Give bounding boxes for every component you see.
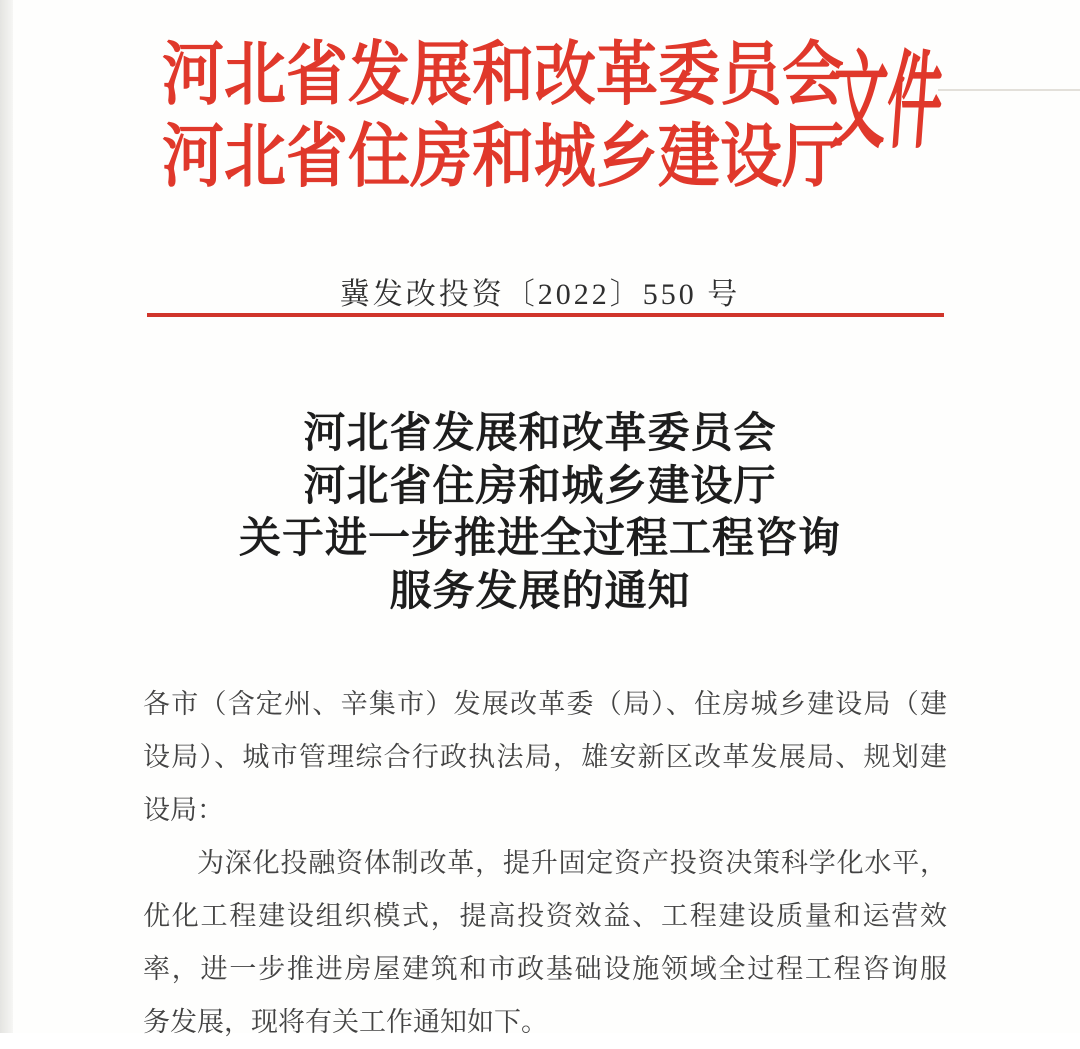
title-line-2: 河北省住房和城乡建设厅 — [303, 463, 777, 510]
title-line-4: 服务发展的通知 — [389, 568, 691, 615]
title-line-3: 关于进一步推进全过程工程咨询 — [238, 516, 841, 562]
document-reference-number: 冀发改投资〔2022〕550 号 — [339, 278, 741, 311]
paragraph-line: 优化工程建设组织模式，提高投资效益、工程建设质量和运营效 — [143, 901, 947, 931]
paragraph-line: 务发展，现将有关工作通知如下。 — [143, 1007, 548, 1037]
scan-line-artifact — [938, 89, 1080, 91]
title-line-1: 河北省发展和改革委员会 — [303, 411, 777, 457]
issuing-agency-line-2: 河北省住房和城乡建设厅 — [162, 119, 845, 196]
document-body — [143, 678, 947, 1049]
red-separator-line — [147, 313, 944, 317]
recipient-line: 设局）、城市管理综合行政执法局，雄安新区改革发展局、规划建 — [143, 742, 947, 772]
recipient-line: 设局： — [143, 795, 224, 825]
document-type-label: 文件 — [827, 44, 947, 161]
document-title — [0, 408, 1080, 618]
recipient-line: 各市（含定州、辛集市）发展改革委（局）、住房城乡建设局（建 — [143, 689, 947, 719]
issuing-agency-line-1: 河北省发展和改革委员会 — [162, 37, 845, 114]
paragraph-line: 率，进一步推进房屋建筑和市政基础设施领域全过程工程咨询服 — [143, 954, 947, 984]
paragraph-line: 为深化投融资体制改革，提升固定资产投资决策科学化水平， — [197, 848, 947, 878]
letterhead — [162, 34, 844, 198]
